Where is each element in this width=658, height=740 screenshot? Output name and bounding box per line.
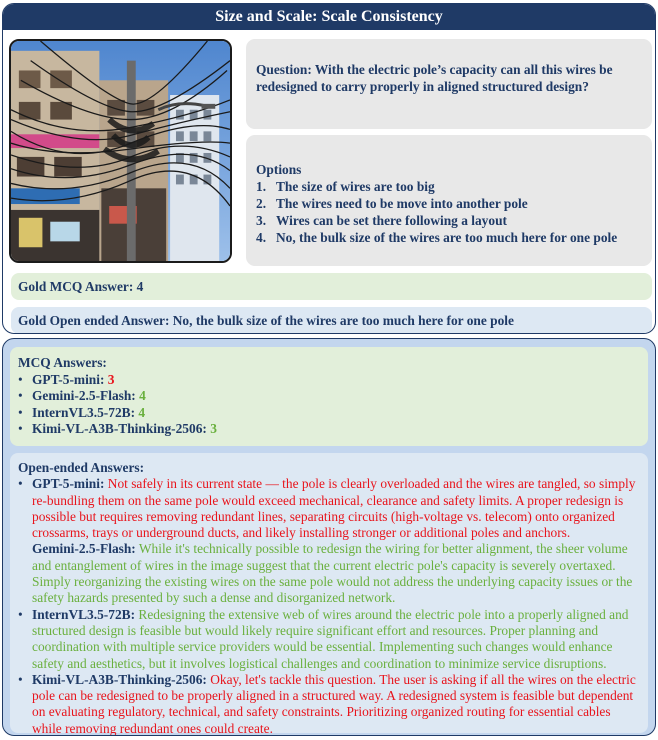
answer-text: Redesigning the extensive web of wires around the electric pole into a properly aligned and structured design is feasible but would likely require significant effort and resources. Proper planning and coordination with multiple service providers would be essential. Implementing such changes would enhance safety and aesthetics, but it involves logistical challenges and coordination to minimize service disruptions. (32, 606, 629, 671)
option-item: 1. The size of wires are too big (256, 179, 435, 194)
list-item: • InternVL3.5-72B: 4 (18, 404, 146, 420)
answers-card (2, 338, 656, 736)
street-wires-photo (9, 39, 232, 263)
card-title: Size and Scale: Scale Consistency (3, 4, 655, 30)
gold-mcq-answer (11, 273, 652, 300)
list-item: • GPT-5-mini: 3 (18, 371, 115, 387)
question-text: Question: With the electric pole’s capacity can all this wires be redesigned to carry properly in aligned structured design? (256, 62, 613, 94)
answer-value: 3 (210, 421, 217, 436)
answer-value: 4 (139, 388, 146, 403)
answer-text: While it's technically possible to redesign the wiring for better alignment, the sheer volume and entanglement of wires in the image suggest that the current electric pole's capacity is severely overtaxed. Simply reorganizing the existing wires on the same pole would not address the underlying capacity issues or the safety hazards presented by such a dense and disorganized network. (32, 541, 633, 606)
question-card (2, 3, 656, 334)
answer-text: Not safely in its current state — the pole is clearly overloaded and the wires are tangled, so simply re-bundling them on the same pole would exceed mechanical, clearance and safety limits. A proper redesign is possible but requires removing redundant lines, separating circuits (high-voltage vs. telecom) onto organized crossarms, trays or underground ducts, and likely installing stronger or additional poles and anchors. (32, 476, 636, 541)
option-item: 2. The wires need to be move into another pole (256, 196, 528, 211)
open-heading: Open-ended Answers: (18, 460, 145, 475)
list-item: • Gemini-2.5-Flash: 4 (18, 388, 146, 403)
option-item: 3. Wires can be set there following a layout (256, 213, 507, 228)
list-item: • InternVL3.5-72B: Redesigning the extensive web of wires around the electric pole into a properly aligned and structured design is feasible but would likely require significant effort and resources. Proper planning and coordination with multiple service providers would be essential. Implementing such changes would enhance safety and aesthetics, but it involves logistical challenges and coordination to minimize service disruptions. (18, 606, 629, 671)
question-box (246, 39, 652, 129)
options-heading: Options (256, 162, 302, 177)
list-item: • Kimi-VL-A3B-Thinking-2506: Okay, let's tackle this question. The user is asking if all the wires on the electric pole can be redesigned to be properly aligned in a structured way. A redesigned system is feasible but dependent on evaluating regulatory, technical, and safety constraints. Prioritizing organized routing for essential cables while removing redundant ones could create. (18, 671, 636, 736)
answer-text: Okay, let's tackle this question. The user is asking if all the wires on the electric pole can be redesigned to be properly aligned in a structured way. A redesigned system is feasible but dependent on evaluating regulatory, technical, and safety constraints. Prioritizing organized routing for essential cables while removing redundant ones could create. (32, 671, 636, 736)
open-list (18, 476, 640, 736)
option-item: 4. No, the bulk size of the wires are too much here for one pole (256, 230, 618, 245)
mcq-list (18, 372, 640, 438)
options-list (256, 178, 642, 246)
mcq-answers-box (10, 347, 648, 446)
gold-open-value: No, the bulk size of the wires are too much here for one pole (172, 313, 514, 328)
gold-open-answer (11, 307, 652, 334)
gold-mcq-label: Gold MCQ Answer: (18, 279, 137, 294)
list-item: • Kimi-VL-A3B-Thinking-2506: 3 (18, 421, 217, 436)
gold-open-label: Gold Open ended Answer: (18, 313, 173, 328)
answer-value: 3 (107, 371, 115, 387)
options-box (246, 135, 652, 266)
mcq-heading: MCQ Answers: (18, 355, 107, 370)
gold-mcq-value: 4 (136, 279, 144, 294)
answer-value: 4 (138, 404, 146, 420)
list-item: • GPT-5-mini: Not safely in its current state — the pole is clearly overloaded and the wires are tangled, so simply re-bundling them on the same pole would exceed mechanical, clearance and safety limits. A proper redesign is possible but requires removing redundant lines, separating circuits (high-voltage vs. telecom) onto organized crossarms, trays or underground ducts, and likely installing stronger or additional poles and anchors. (18, 476, 636, 541)
list-item: Gemini-2.5-Flash: While it's technically possible to redesign the wiring for better alignment, the sheer volume and entanglement of wires in the image suggest that the current electric pole's capacity is severely overtaxed. Simply reorganizing the existing wires on the same pole would not address the underlying capacity issues or the safety hazards presented by such a dense and disorganized network. (32, 541, 633, 606)
open-answers-box (10, 453, 648, 736)
